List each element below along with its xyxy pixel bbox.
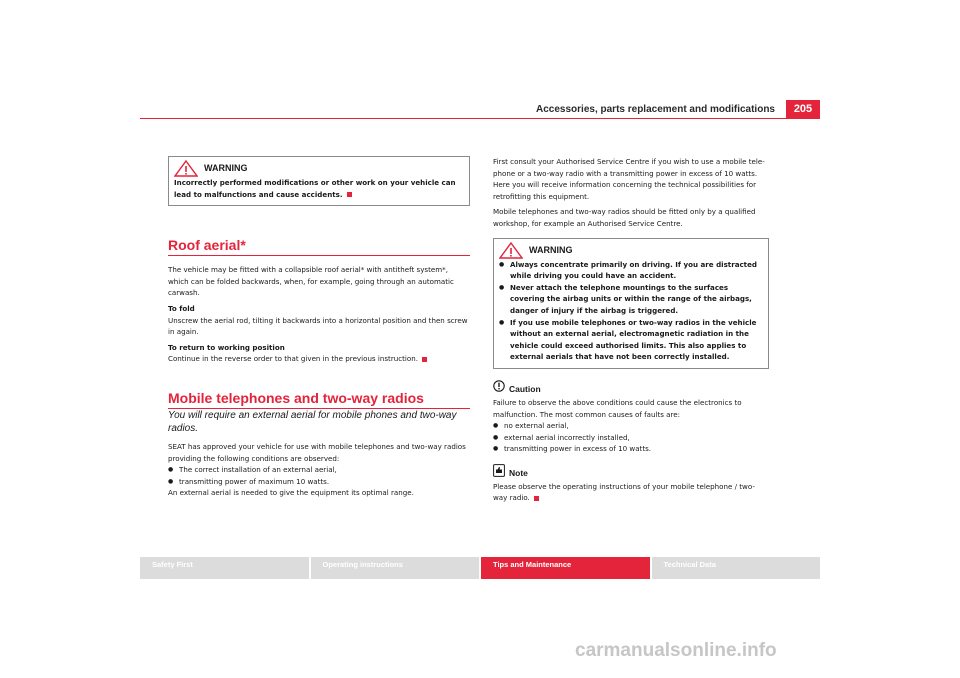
warning-bullet: ● Never attach the telephone mountings to the surfaces covering the airbag units or within the range of the airbags, danger of injury if the airbag is triggered. xyxy=(499,282,763,317)
warning-icon xyxy=(174,160,198,177)
right-column xyxy=(493,156,769,504)
warning-heading xyxy=(174,161,464,177)
section-end-mark xyxy=(422,357,427,362)
mobile-bullet: ● The correct installation of an external aerial, xyxy=(168,464,470,476)
caution-bullet: ● transmitting power in excess of 10 watts. xyxy=(493,443,769,455)
roof-aerial-heading: Roof aerial* xyxy=(168,236,470,256)
roof-intro: The vehicle may be fitted with a collapsible roof aerial* with antitheft system*, which can be folded backwards, when, for example, going through an automatic carwash. xyxy=(168,265,454,298)
section-end-mark xyxy=(534,496,539,501)
caution-bullet: ● external aerial incorrectly installed, xyxy=(493,432,769,444)
return-text: Continue in the reverse order to that given in the previous instruction. xyxy=(168,353,470,365)
note-icon xyxy=(493,464,505,477)
return-label: To return to working position xyxy=(168,342,285,352)
fold-text: Unscrew the aerial rod, tilting it backwards into a horizontal position and then screw in again. xyxy=(168,315,468,337)
caution-icon xyxy=(493,380,505,392)
mobile-outro: An external aerial is needed to give the equipment its optimal range. xyxy=(168,488,414,498)
warning-label: WARNING xyxy=(204,163,248,173)
footer-tab-tips-and-maintenance[interactable]: Tips and Maintenance xyxy=(481,557,650,579)
warning-box xyxy=(168,156,470,206)
warning-bullet: ● Always concentrate primarily on driving. If you are distracted while driving you could have an accident. xyxy=(499,259,763,282)
footer-tab-safety-first[interactable]: Safety First xyxy=(140,557,309,579)
warning-text: Incorrectly performed modifications or other work on your vehicle can lead to malfunctions and cause accidents. xyxy=(174,178,456,199)
section-end-mark xyxy=(347,192,352,197)
mobile-bullet: ● transmitting power of maximum 10 watts. xyxy=(168,476,470,488)
mobile-intro: SEAT has approved your vehicle for use with mobile telephones and two-way radios providing the following conditions are observed: xyxy=(168,441,466,463)
watermark: carmanualsonline.info xyxy=(575,640,777,661)
left-column xyxy=(168,156,470,499)
consult-paragraph: First consult your Authorised Service Centre if you wish to use a mobile tele-phone or a two-way radio with a transmitting power in excess of 10 watts. Here you will receive information concerning the technical possibilities for retrofitting this equipment. xyxy=(493,157,765,201)
warning-icon xyxy=(499,242,523,259)
note-label: Note xyxy=(509,467,528,478)
header-rule xyxy=(140,118,820,119)
footer-tab-technical-data[interactable]: Technical Data xyxy=(652,557,821,579)
warning-heading xyxy=(499,243,763,259)
page-number: 205 xyxy=(786,100,820,118)
warning-label: WARNING xyxy=(529,244,573,255)
header-title: Accessories, parts replacement and modifications xyxy=(536,104,775,115)
warning-box xyxy=(493,238,769,369)
note-heading xyxy=(493,467,769,481)
footer-tab-operating-instructions[interactable]: Operating instructions xyxy=(311,557,480,579)
caution-heading xyxy=(493,383,769,397)
caution-bullet: ● no external aerial, xyxy=(493,420,769,432)
caution-intro: Failure to observe the above conditions could cause the electronics to malfunction. The most common causes of faults are: xyxy=(493,397,742,419)
mobile-heading: Mobile telephones and two-way radios xyxy=(168,389,470,409)
footer-nav xyxy=(140,557,820,579)
note-text: Please observe the operating instructions of your mobile telephone / two-way radio. xyxy=(493,481,755,503)
fitting-paragraph: Mobile telephones and two-way radios should be fitted only by a qualified workshop, for example an Authorised Service Centre. xyxy=(493,207,756,228)
fold-label: To fold xyxy=(168,303,195,313)
mobile-subtitle: You will require an external aerial for mobile phones and two-way radios. xyxy=(168,409,457,434)
warning-bullet: ● If you use mobile telephones or two-way radios in the vehicle without an external aerial, electromagnetic radiation in the vehicle could exceed authorised limits. This also applies to external aerials that have not been correctly installed. xyxy=(499,317,763,363)
caution-label: Caution xyxy=(509,383,541,394)
